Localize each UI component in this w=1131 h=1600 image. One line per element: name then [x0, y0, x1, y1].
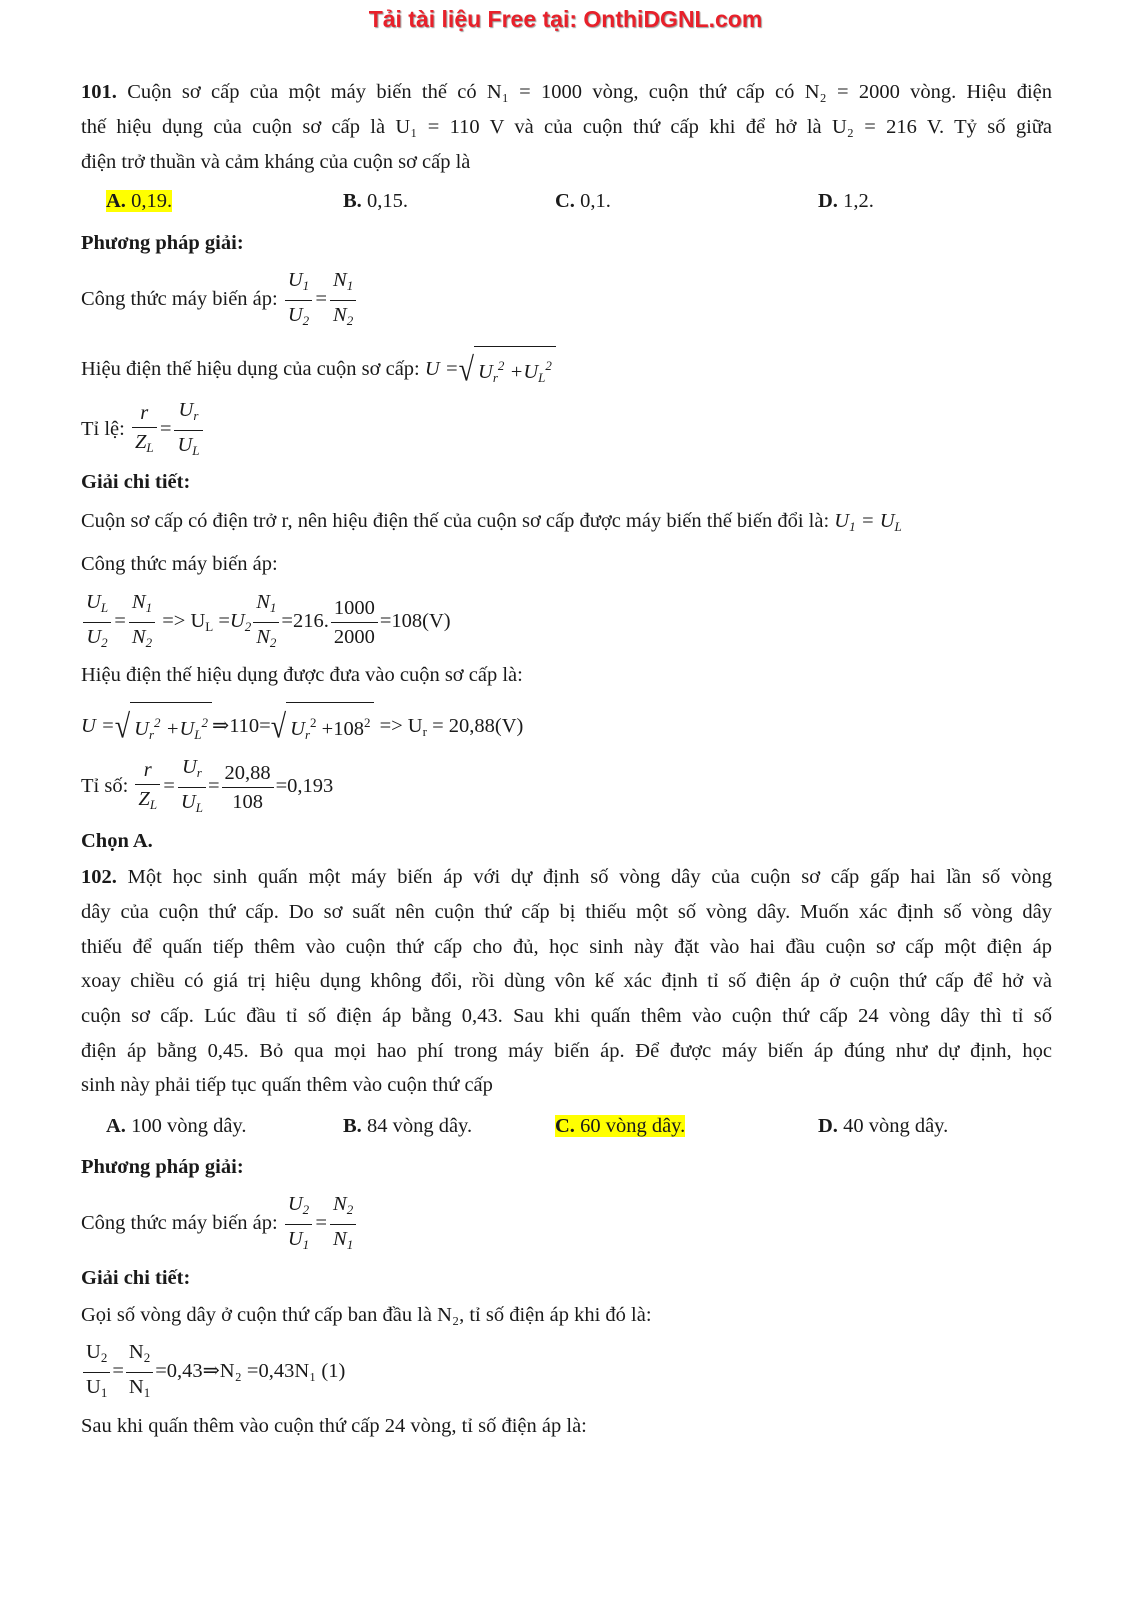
- q102-text-line-3: thiếu để quấn tiếp thêm vào cuộn thứ cấp cho đủ, học sinh này đặt vào hai đầu cuộn sơ cấp một điện áp: [81, 936, 1052, 958]
- option-text: 100 vòng dây.: [125, 1115, 247, 1137]
- q101-equation-2: U =√ $U_r^2 +U_L^2$ ⇒110=√ $U_r^2 +108^2 => U_r = 20,88(V)$: [81, 702, 523, 753]
- ratio-label: Tỉ số:: [81, 775, 129, 798]
- q101-equation-1: $\frac{U_L}{U_2}$ = $\frac{N_1}{N_2}$ => $U_L =U_2$ $\frac{N_1}{N_2}$ =216. $\frac{1000}{2000}$ =108(V): [81, 588, 451, 657]
- q101-detail-line-3: Hiệu điện thế hiệu dụng được đưa vào cuộn sơ cấp là:: [81, 664, 523, 686]
- formula-label: Công thức máy biến áp:: [81, 1212, 278, 1235]
- formula-label: Hiệu điện thế hiệu dụng của cuộn sơ cấp:: [81, 358, 420, 381]
- transformer-ratio-formula: $\frac{U_2}{U_1}$ = $\frac{N_2}{N_1}$: [283, 1190, 358, 1259]
- option-letter: A.: [106, 190, 126, 212]
- q102-detail-line-1: Gọi số vòng dây ở cuộn thứ cấp ban đầu là N₂, tỉ số điện áp khi đó là:: [81, 1304, 652, 1326]
- option-letter: B.: [343, 190, 362, 212]
- eq-result: => U: [379, 715, 423, 738]
- ratio-formula: $\frac{r}{Z_L}$ = $\frac{U_r}{U_L}$: [130, 396, 205, 465]
- q102-text-line-7: sinh này phải tiếp tục quấn thêm vào cuộn thứ cấp: [81, 1074, 493, 1096]
- eq-result: =0,43⇒N₂ =0,43N₁ (1): [155, 1360, 346, 1383]
- q102-detail-line-2: Sau khi quấn thêm vào cuộn thứ cấp 24 vòng, tỉ số điện áp là:: [81, 1415, 587, 1437]
- q101-method-formula-2: [81, 346, 556, 395]
- q101-option-c[interactable]: [555, 188, 611, 214]
- q102-detail-title: Giải chi tiết:: [81, 1267, 191, 1289]
- voltage-rms-formula: U =√ $U_r^2 +U_L^2$: [425, 346, 556, 395]
- q101-text-line-2: thế hiệu dụng của cuộn sơ cấp là U₁ = 110 V và của cuộn thứ cấp khi để hở là U₂ = 216 V. Tỷ số giữa: [81, 116, 1052, 138]
- q101-method-title: Phương pháp giải:: [81, 232, 244, 254]
- q101-text-line-3: điện trở thuần và cảm kháng của cuộn sơ cấp là: [81, 151, 471, 173]
- q101-equation-3: Tỉ số: $\frac{r}{Z_L}$ = $\frac{U_r}{U_L}$ = $\frac{20,88}{108}$ =0,193: [81, 753, 333, 822]
- option-letter: C.: [555, 1115, 575, 1137]
- option-letter: D.: [818, 190, 838, 212]
- formula-label: Công thức máy biến áp:: [81, 288, 278, 311]
- q101-detail-title: Giải chi tiết:: [81, 471, 191, 493]
- q101-detail-line-2: Công thức máy biến áp:: [81, 553, 278, 575]
- option-text: 0,15.: [361, 190, 408, 212]
- option-letter: A.: [106, 1115, 126, 1137]
- q102-text-line-2: dây của cuộn thứ cấp. Do sơ suất nên cuộn thứ cấp bị thiếu một số vòng dây. Muốn xác định số vòng dây: [81, 901, 1052, 923]
- eq-part: ⇒110=: [212, 715, 271, 738]
- page-header[interactable]: Tải tài liệu Free tại: OnthiDGNL.com: [368, 6, 763, 32]
- q102-option-b[interactable]: [343, 1113, 472, 1139]
- eq-numerator: 20,88: [222, 759, 274, 788]
- q102-equation-1: $\frac{U_2}{U_1}$ = $\frac{N_2}{N_1}$ =0,43⇒N₂ =0,43N₁ (1): [81, 1338, 345, 1407]
- detail-text: Cuộn sơ cấp có điện trở r, nên hiệu điện thế của cuộn sơ cấp được máy biến thế biến đổi là:: [81, 510, 830, 532]
- eq-part: 108: [333, 718, 364, 740]
- option-text: 60 vòng dây.: [574, 1115, 686, 1137]
- q101-method-formula-1: [81, 266, 358, 335]
- q102-text-line-1: [81, 864, 1052, 890]
- option-text: 0,1.: [574, 190, 611, 212]
- eq-denominator: 2000: [333, 626, 375, 649]
- option-text: 1,2.: [837, 190, 874, 212]
- q101-detail-line-1: Cuộn sơ cấp có điện trở r, nên hiệu điện thế của cuộn sơ cấp được máy biến thế biến đổi là: $U_1 = U_L$: [81, 510, 902, 534]
- q101-option-a[interactable]: [106, 188, 172, 214]
- eq-result: =0,193: [275, 775, 334, 798]
- q102-line1: Một học sinh quấn một máy biến áp với dự định số vòng dây của cuộn sơ cấp gấp hai lần số vòng: [127, 866, 1052, 888]
- q101-text-line-1: [81, 79, 1052, 105]
- option-text: 84 vòng dây.: [361, 1115, 473, 1137]
- q102-option-d[interactable]: [818, 1113, 948, 1139]
- option-letter: D.: [818, 1115, 838, 1137]
- q101-line1: Cuộn sơ cấp của một máy biến thế có N₁ = 1000 vòng, cuộn thứ cấp có N₂ = 2000 vòng. Hiệu điện: [127, 81, 1052, 103]
- q102-method-title: Phương pháp giải:: [81, 1156, 244, 1178]
- eq-denominator: 108: [232, 791, 263, 814]
- q102-method-formula-1: [81, 1190, 358, 1259]
- eq-numerator: 1000: [331, 594, 378, 623]
- option-text: 40 vòng dây.: [837, 1115, 949, 1137]
- q102-text-line-4: xoay chiều có giá trị hiệu dụng không đổi, rồi dùng vôn kế xác định tỉ số điện áp ở cuộn thứ cấp để hở và: [81, 970, 1052, 992]
- q101-option-d[interactable]: [818, 188, 874, 214]
- q101-number: 101.: [81, 81, 117, 103]
- q102-text-line-5: cuộn sơ cấp. Lúc đầu tỉ số điện áp bằng 0,43. Sau khi quấn thêm vào cuộn thứ cấp 24 vòng dây thì tỉ số: [81, 1005, 1052, 1027]
- q101-option-b[interactable]: [343, 188, 408, 214]
- eq-result-value: = 20,88(V): [426, 715, 524, 738]
- formula-label: Tỉ lệ:: [81, 418, 125, 441]
- q102-text-line-6: điện áp bằng 0,45. Bỏ qua mọi hao phí trong máy biến áp. Để được máy biến áp đúng như dự định, học: [81, 1040, 1052, 1062]
- q101-answer: Chọn A.: [81, 830, 153, 852]
- eq-result: =108(V): [379, 610, 451, 633]
- option-text: 0,19.: [125, 190, 173, 212]
- option-letter: C.: [555, 190, 575, 212]
- option-letter: B.: [343, 1115, 362, 1137]
- q102-option-c[interactable]: [555, 1113, 685, 1139]
- q102-number: 102.: [81, 866, 117, 888]
- q101-method-formula-3: [81, 396, 205, 465]
- q102-option-a[interactable]: [106, 1113, 246, 1139]
- transformer-ratio-formula: $\frac{U_1}{U_2}$ = $\frac{N_1}{N_2}$: [283, 266, 358, 335]
- eq-value: 216.: [292, 610, 329, 633]
